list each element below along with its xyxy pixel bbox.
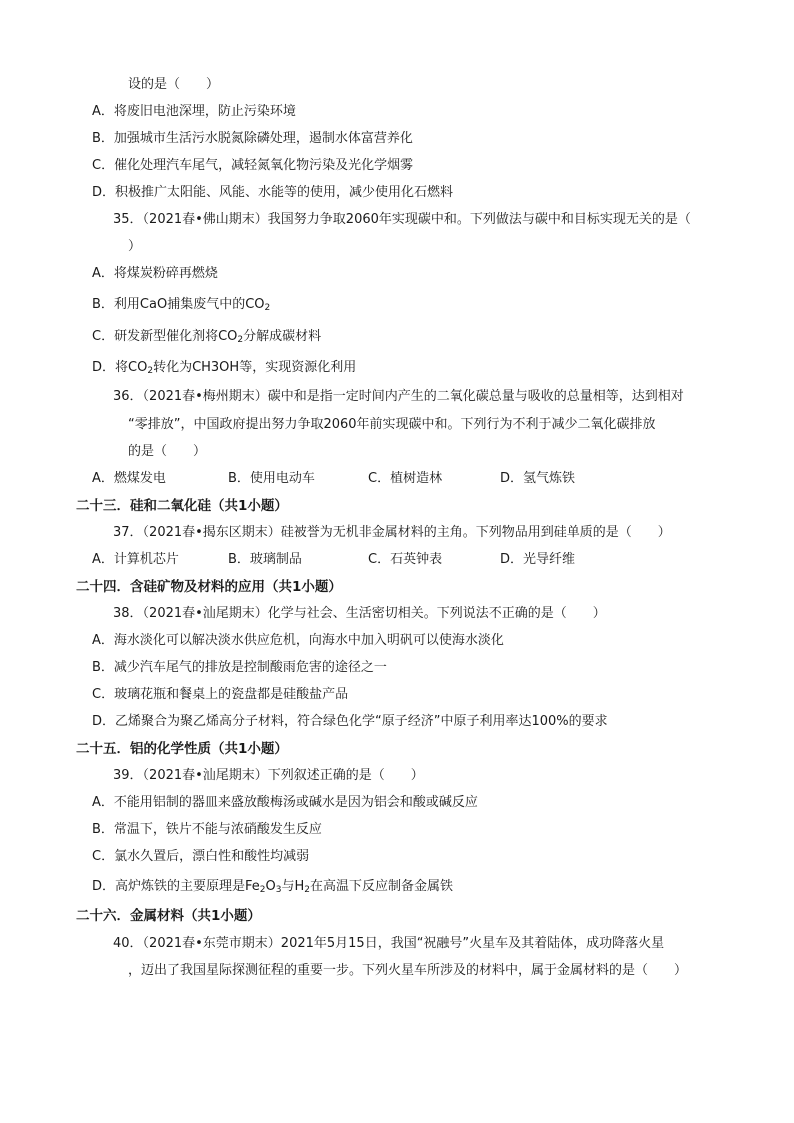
q37-option-c: C．石英钟表 xyxy=(368,552,443,567)
q35-option-c: C．研发新型催化剂将$CO_2$分解成碳材料 xyxy=(92,329,322,345)
q35-option-a: A．将煤炭粉碎再燃烧 xyxy=(92,266,218,281)
question-40-stem: 40．（2021春•东莞市期末）2021年5月15日，我国“祝融号”火星车及其着陆体，成功降落火星 xyxy=(113,936,665,951)
q38-option-b: B．减少汽车尾气的排放是控制酸雨危害的途径之一 xyxy=(92,660,387,675)
question-39-stem: 39．（2021春•汕尾期末）下列叙述正确的是（ ） xyxy=(113,768,424,783)
q39-option-b: B．常温下，铁片不能与浓硝酸发生反应 xyxy=(92,822,322,837)
q39-option-d: D．高炉炼铁的主要原理是$Fe_2O_3$与$H_2$在高温下反应制备金属铁 xyxy=(92,879,454,895)
q34-option-a: A．将废旧电池深埋，防止污染环境 xyxy=(92,104,296,119)
question-35-stem: 35．（2021春•佛山期末）我国努力争取2060年实现碳中和。下列做法与碳中和目标实现无关的是（ xyxy=(113,212,691,227)
question-37-stem: 37．（2021春•揭东区期末）硅被誉为无机非金属材料的主角。下列物品用到硅单质的是（ ） xyxy=(113,525,671,540)
question-35-stem-tail: ） xyxy=(128,239,142,254)
q38-option-d: D．乙烯聚合为聚乙烯高分子材料，符合绿色化学“原子经济”中原子利用率达100%的要求 xyxy=(92,714,608,729)
q38-option-a: A．海水淡化可以解决淡水供应危机，向海水中加入明矾可以使海水淡化 xyxy=(92,633,504,648)
q36-option-b: B．使用电动车 xyxy=(228,471,315,486)
q36-option-a: A．燃煤发电 xyxy=(92,471,166,486)
question-34-stem-tail: 设的是（ ） xyxy=(128,77,220,92)
question-36-stem-line2: “零排放”，中国政府提出努力争取2060年前实现碳中和。下列行为不利于减少二氧化碳排放 xyxy=(128,417,656,432)
section-heading-26: 二十六．金属材料（共1小题） xyxy=(76,908,261,924)
question-38-stem: 38．（2021春•汕尾期末）化学与社会、生活密切相关。下列说法不正确的是（ ） xyxy=(113,606,606,621)
question-40-stem-line2: ，迈出了我国星际探测征程的重要一步。下列火星车所涉及的材料中，属于金属材料的是（ ） xyxy=(128,963,688,978)
q37-option-d: D．光导纤维 xyxy=(500,552,576,567)
q34-option-b: B．加强城市生活污水脱氮除磷处理，遏制水体富营养化 xyxy=(92,131,413,146)
q34-option-d: D．积极推广太阳能、风能、水能等的使用，减少使用化石燃料 xyxy=(92,185,454,200)
q34-option-c: C．催化处理汽车尾气，减轻氮氧化物污染及光化学烟雾 xyxy=(92,158,414,173)
q37-option-b: B．玻璃制品 xyxy=(228,552,302,567)
q36-option-c: C．植树造林 xyxy=(368,471,443,486)
question-36-stem-line3: 的是（ ） xyxy=(128,444,207,459)
q39-option-c: C．氯水久置后，漂白性和酸性均减弱 xyxy=(92,849,310,864)
section-heading-23: 二十三．硅和二氧化硅（共1小题） xyxy=(76,498,288,514)
q35-option-b: B．利用CaO捕集废气中的$CO_2$ xyxy=(92,297,271,313)
question-36-stem: 36．（2021春•梅州期末）碳中和是指一定时间内产生的二氧化碳总量与吸收的总量相等，达到相对 xyxy=(113,389,684,404)
q38-option-c: C．玻璃花瓶和餐桌上的瓷盘都是硅酸盐产品 xyxy=(92,687,349,702)
q36-option-d: D．氢气炼铁 xyxy=(500,471,576,486)
q39-option-a: A．不能用铝制的器皿来盛放酸梅汤或碱水是因为铝会和酸或碱反应 xyxy=(92,795,478,810)
q35-option-d: D．将$CO_2$转化为CH3OH等，实现资源化利用 xyxy=(92,360,357,376)
section-heading-24: 二十四．含硅矿物及材料的应用（共1小题） xyxy=(76,579,342,595)
q37-option-a: A．计算机芯片 xyxy=(92,552,179,567)
section-heading-25: 二十五．铝的化学性质（共1小题） xyxy=(76,741,288,757)
